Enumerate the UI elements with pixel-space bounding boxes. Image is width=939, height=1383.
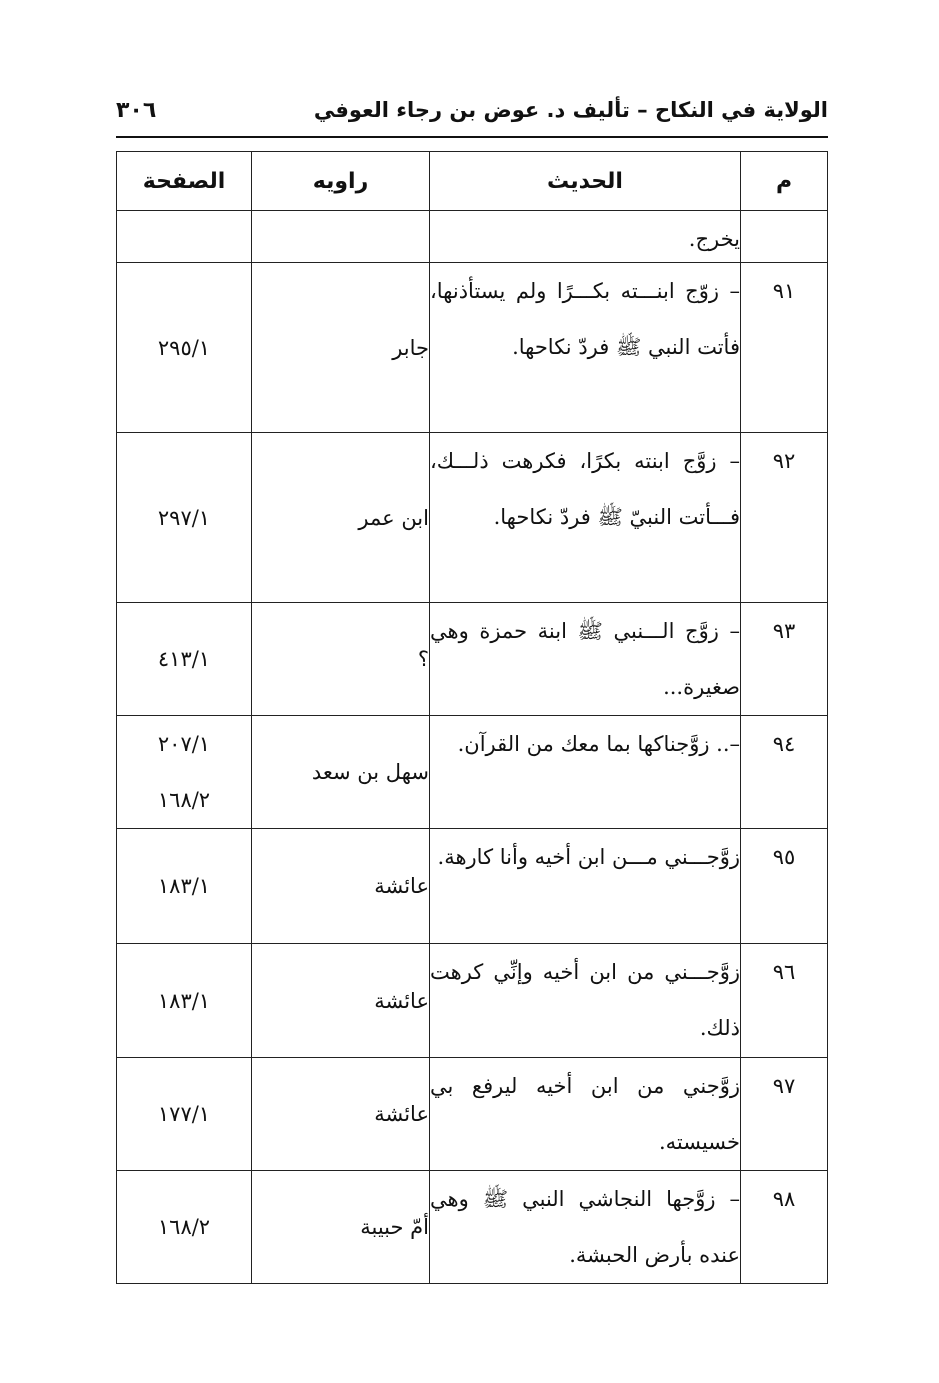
book-title: الولاية في النكاح – تأليف د. عوض بن رجاء العوفي: [313, 98, 828, 122]
page-reference-value: ١٧٧/١: [157, 1102, 211, 1126]
page-reference-value: ١٦٨/٢: [157, 788, 211, 812]
page-reference: [117, 1171, 252, 1284]
page-reference-value: ١٨٣/١: [157, 874, 211, 898]
column-header-hadith: الحديث: [430, 152, 741, 211]
hadith-text: – زوَّجها النجاشي النبي ﷺ وهي عنده بأرض الحبشة.: [430, 1171, 741, 1284]
hadith-text: زوَّجني من ابن أخيه ليرفع بي خسيسته.: [430, 1058, 741, 1171]
row-number: ٩٨: [741, 1171, 828, 1284]
table-row: [117, 433, 828, 603]
narrator: ؟: [252, 603, 430, 716]
table-row: [117, 263, 828, 433]
row-number: ٩٢: [741, 433, 828, 603]
hadith-text: – زوَّج ابنته بكرًا، فكرهت ذلـــك، فـــأتت النبيّ ﷺ فردّ نكاحها.: [430, 433, 741, 603]
page-reference: [117, 829, 252, 944]
row-number: ٩٥: [741, 829, 828, 944]
page-header: [116, 98, 828, 138]
hadith-text: –.. زوَّجناكها بما معك من القرآن.: [430, 716, 741, 829]
page-reference-value: ٢٩٧/١: [157, 505, 211, 530]
table-row: [117, 1058, 828, 1171]
table-row: [117, 603, 828, 716]
hadith-text: يخرج.: [430, 211, 741, 263]
narrator: ابن عمر: [252, 433, 430, 603]
page-reference-value: ٤١٣/١: [157, 647, 211, 671]
hadith-text: زوَّجـــني مـــن ابن أخيه وأنا كارهة.: [430, 829, 741, 944]
hadith-index-table: [116, 151, 828, 1284]
narrator: سهل بن سعد: [252, 716, 430, 829]
column-header-narrator: راويه: [252, 152, 430, 211]
narrator: أمّ حبيبة: [252, 1171, 430, 1284]
page-reference-value: ١٨٣/١: [157, 988, 211, 1013]
hadith-text: – زوّج ابنـــته بكـــرًا ولم يستأذنها، فأتت النبي ﷺ فردّ نكاحها.: [430, 263, 741, 433]
row-number: [741, 211, 828, 263]
continuation-row: [117, 211, 828, 263]
page-reference-value: ٢٠٧/١: [157, 732, 211, 756]
page-reference: [117, 716, 252, 829]
row-number: ٩٣: [741, 603, 828, 716]
page-reference: [117, 211, 252, 263]
page-reference: [117, 603, 252, 716]
hadith-text: – زوَّج الـــنبي ﷺ ابنة حمزة وهي صغيرة...: [430, 603, 741, 716]
narrator: جابر: [252, 263, 430, 433]
table-header-row: [117, 152, 828, 211]
page-reference: [117, 1058, 252, 1171]
column-header-number: م: [741, 152, 828, 211]
page-reference: [117, 433, 252, 603]
page-reference-value: ١٦٨/٢: [157, 1215, 211, 1239]
row-number: ٩١: [741, 263, 828, 433]
page-reference-value: ٢٩٥/١: [157, 335, 211, 360]
table-row: [117, 716, 828, 829]
table-row: [117, 829, 828, 944]
narrator: عائشة: [252, 829, 430, 944]
hadith-text: زوَّجـــني من ابن أخيه وإنِّي كرهت ذلك.: [430, 944, 741, 1058]
row-number: ٩٧: [741, 1058, 828, 1171]
row-number: ٩٤: [741, 716, 828, 829]
narrator: عائشة: [252, 1058, 430, 1171]
page-number: ٣٠٦: [116, 98, 157, 123]
table-row: [117, 1171, 828, 1284]
page-reference: [117, 944, 252, 1058]
row-number: ٩٦: [741, 944, 828, 1058]
column-header-page: الصفحة: [117, 152, 252, 211]
page-reference: [117, 263, 252, 433]
table-row: [117, 944, 828, 1058]
narrator: [252, 211, 430, 263]
narrator: عائشة: [252, 944, 430, 1058]
